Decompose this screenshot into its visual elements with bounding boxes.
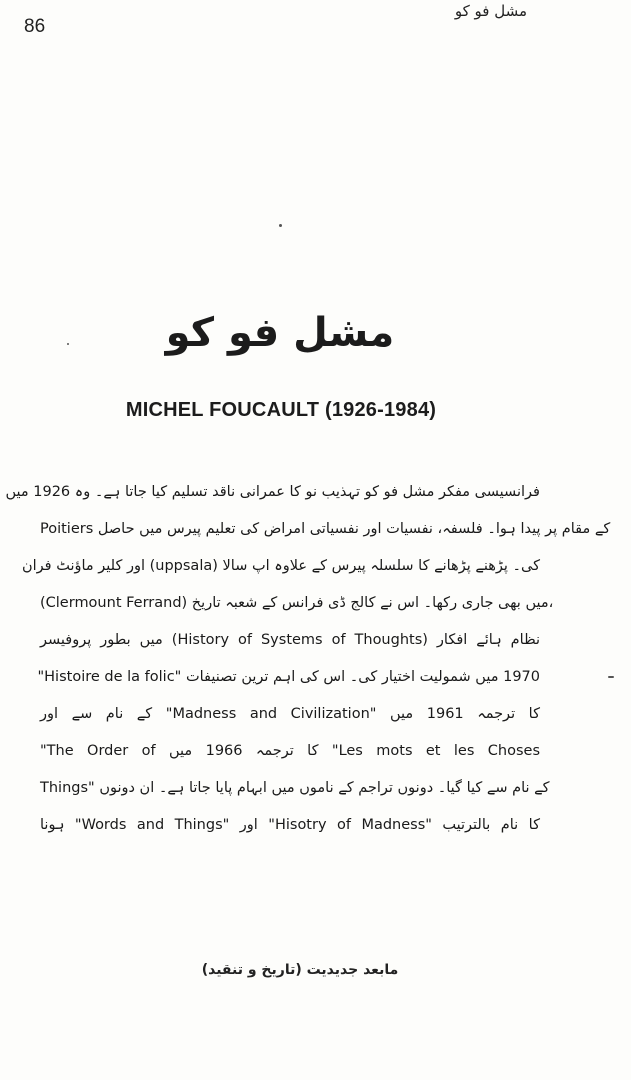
body-line: Poitiers کے مقام پر پیدا ہوا۔ فلسفہ، نفسیات اور نفسیاتی امراض کی تعلیم پیرس میں حاصل: [40, 521, 611, 537]
page-number: 86: [24, 16, 46, 37]
body-line: نظام ہائے افکار (History of Systems of Thoughts) میں بطور پروفیسر: [40, 632, 540, 648]
scan-speck: [608, 676, 614, 678]
body-line: فرانسیسی مفکر مشل فو کو تہذیب نو کا عمرانی ناقد تسلیم کیا جاتا ہے۔ وہ 1926 میں: [5, 484, 540, 500]
body-line: کی۔ پڑھنے پڑھانے کا سلسلہ پیرس کے علاوہ اپ سالا (uppsala) اور کلیر ماؤنٹ فران: [22, 558, 540, 574]
body-line: Things" کے نام سے کیا گیا۔ دونوں تراجم کے ناموں میں ابہام پایا جاتا ہے۔ ان دونوں: [40, 780, 550, 796]
scan-speck: [279, 224, 282, 227]
page-footer: مابعد جدیدیت (تاریخ و تنقید): [201, 962, 399, 978]
body-line: کا ترجمہ 1961 میں "Madness and Civilization" کے نام سے اور: [40, 706, 540, 722]
body-line: 1970 میں شمولیت اختیار کی۔ اس کی اہم ترین تصنیفات "Histoire de la folic": [37, 669, 540, 685]
chapter-title-urdu: مشل فو کو: [165, 310, 395, 356]
body-text: [5, 474, 611, 844]
body-line: "The Order of کا ترجمہ 1966 میں "Les mots et les Choses: [40, 743, 541, 759]
running-header: مشل فو کو: [454, 2, 527, 20]
body-line: کا نام بالترتیب "Hisotry of Madness" اور "Words and Things" ہونا: [40, 817, 540, 833]
body-line: (Clermount Ferrand) میں بھی جاری رکھا۔ اس نے کالج ڈی فرانس کے شعبہ تاریخ،: [40, 595, 554, 611]
chapter-title-english: MICHEL FOUCAULT (1926-1984): [125, 399, 437, 421]
